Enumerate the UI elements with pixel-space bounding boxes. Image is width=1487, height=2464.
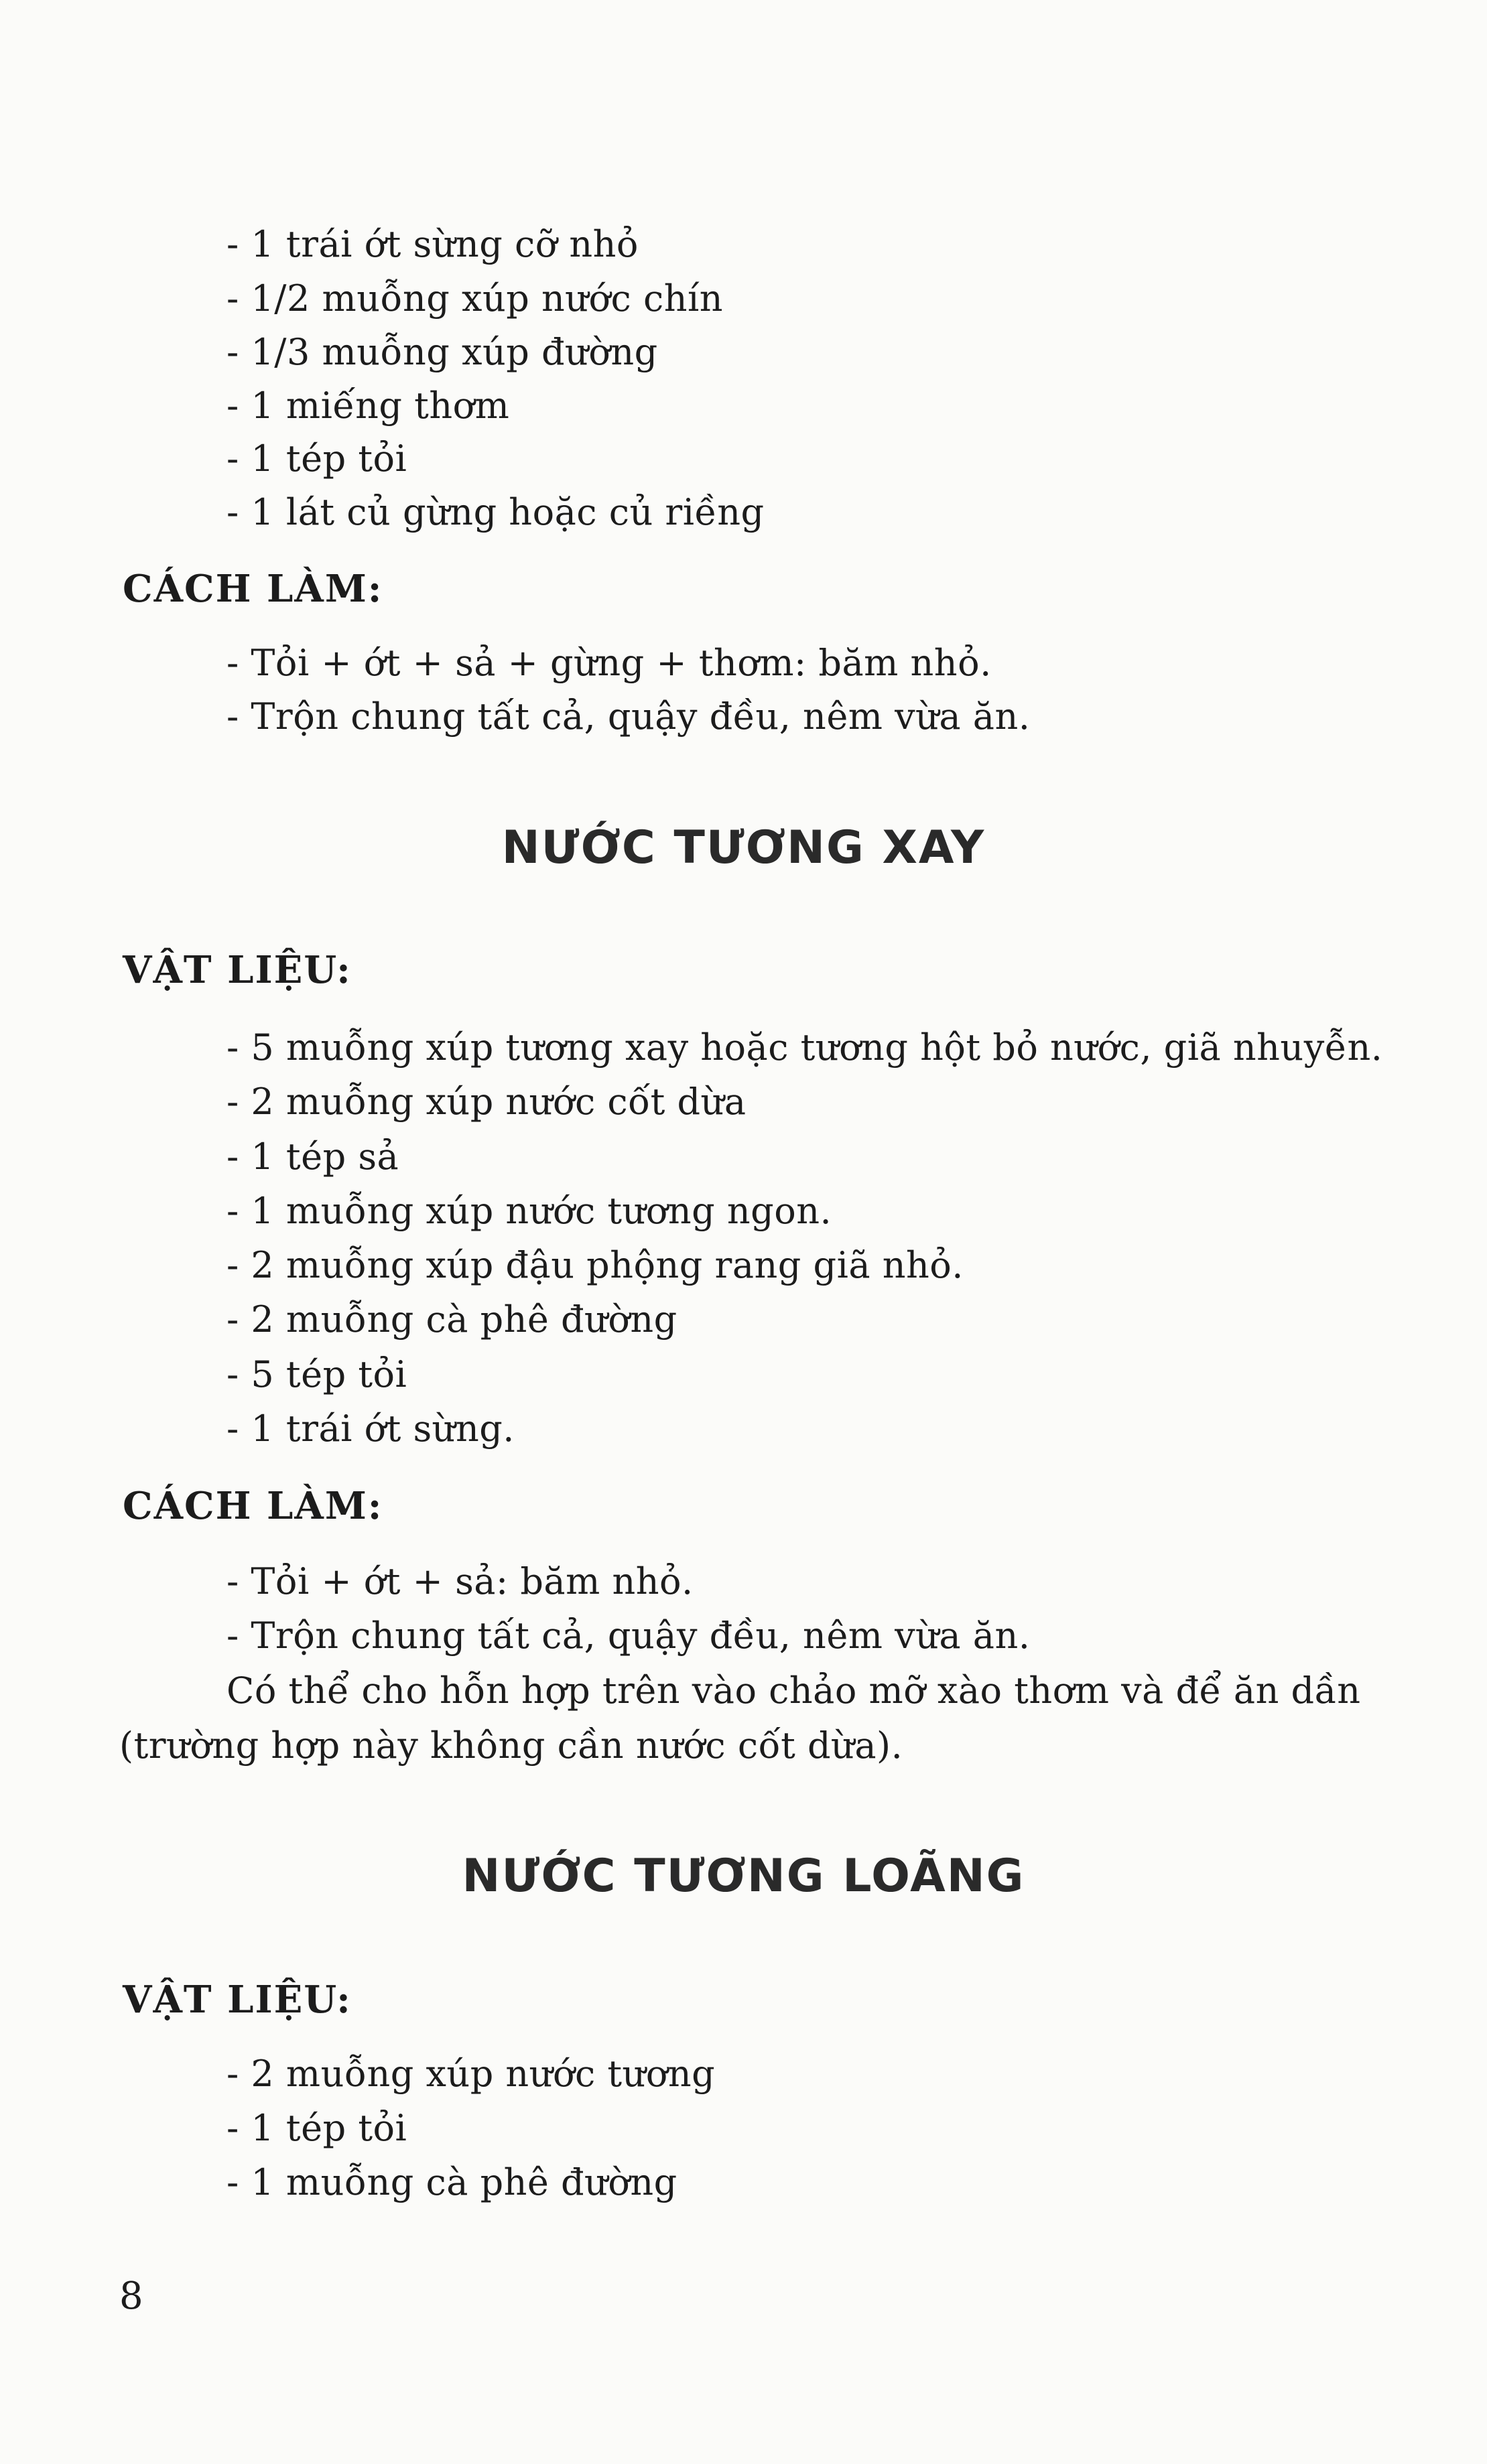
ingredient-item: - 1 trái ớt sừng. [227,1408,515,1450]
ingredient-item: - 5 muỗng xúp tương xay hoặc tương hột bỏ nước, giã nhuyễn. [227,1026,1383,1069]
ingredient-item: - 1 tép sả [227,1136,399,1178]
ingredient-item: - 1 miếng thơm [227,385,510,427]
ingredient-item: - 1 lát củ gừng hoặc củ riềng [227,491,765,533]
section-title: NƯỚC TƯƠNG LOÃNG [462,1850,1025,1903]
ingredient-item: - 1/3 muỗng xúp đường [227,331,658,373]
ingredient-item: - 2 muỗng xúp nước tương [227,2053,716,2095]
ingredient-item: - 2 muỗng cà phê đường [227,1298,677,1341]
note-paragraph-line: Có thể cho hỗn hợp trên vào chảo mỡ xào thơm và để ăn dần [227,1669,1361,1712]
ingredient-item: - 2 muỗng xúp nước cốt dừa [227,1081,747,1123]
method-label: CÁCH LÀM: [123,1484,383,1528]
ingredient-item: - 2 muỗng xúp đậu phộng rang giã nhỏ. [227,1244,964,1286]
method-step: - Trộn chung tất cả, quậy đều, nêm vừa ăn. [227,1615,1031,1657]
ingredient-item: - 1 muỗng cà phê đường [227,2161,677,2203]
ingredients-label: VẬT LIỆU: [123,948,352,992]
method-step: - Trộn chung tất cả, quậy đều, nêm vừa ăn. [227,695,1031,738]
ingredient-item: - 1/2 muỗng xúp nước chín [227,277,724,320]
ingredient-item: - 1 trái ớt sừng cỡ nhỏ [227,223,639,265]
method-label: CÁCH LÀM: [123,567,383,611]
ingredient-item: - 1 tép tỏi [227,2107,407,2149]
method-step: - Tỏi + ớt + sả + gừng + thơm: băm nhỏ. [227,642,992,684]
ingredients-label: VẬT LIỆU: [123,1978,352,2022]
method-step: - Tỏi + ớt + sả: băm nhỏ. [227,1560,694,1602]
section-title: NƯỚC TƯƠNG XAY [501,821,986,874]
ingredient-item: - 1 muỗng xúp nước tương ngon. [227,1190,832,1232]
ingredient-item: - 5 tép tỏi [227,1353,407,1395]
note-paragraph-line: (trường hợp này không cần nước cốt dừa). [119,1724,903,1767]
page-number: 8 [119,2274,143,2318]
ingredient-item: - 1 tép tỏi [227,437,407,480]
